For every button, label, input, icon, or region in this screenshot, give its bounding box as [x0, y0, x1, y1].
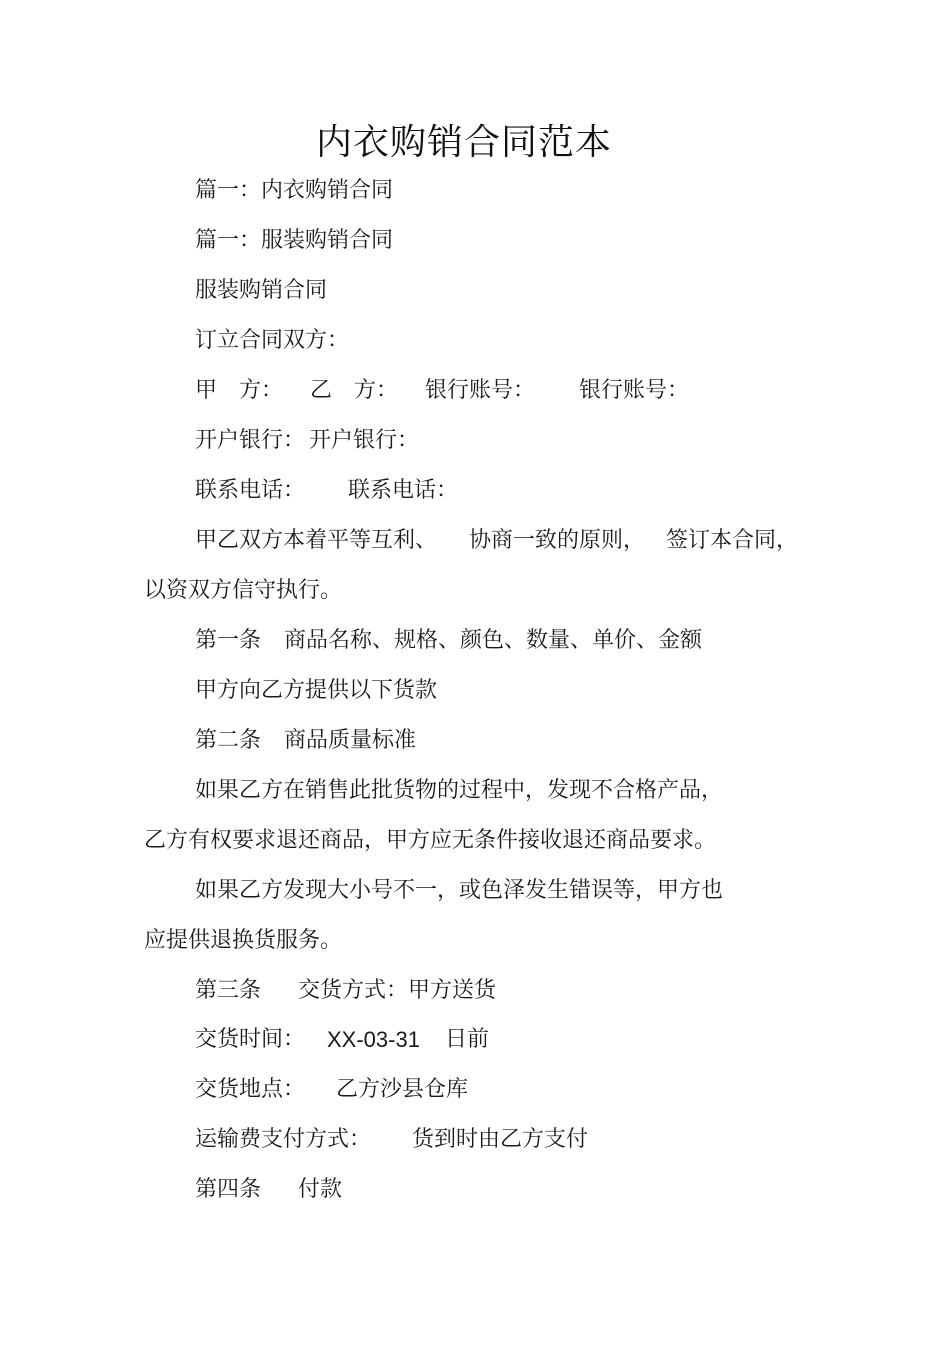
heading-clothing-contract: 篇一：服装购销合同	[195, 228, 394, 253]
delivery-time-label: 交货时间：	[195, 1027, 306, 1052]
delivery-place-value: 乙方沙县仓库	[336, 1077, 469, 1102]
article-4-number: 第四条	[195, 1177, 262, 1202]
phone-a-label: 联系电话：	[195, 478, 306, 503]
phone-row	[195, 476, 495, 506]
contract-subtitle: 服装购销合同	[195, 278, 328, 303]
article-4-title: 付款	[298, 1177, 343, 1202]
bank-a-label: 开户银行：	[195, 428, 306, 453]
article-2-paragraph-1: 如果乙方在销售此批货物的过程中，发现不合格产品，	[195, 778, 724, 803]
article-3-number: 第三条	[195, 978, 262, 1003]
phone-b-label: 联系电话：	[348, 478, 459, 503]
heading-underwear-contract: 篇一：内衣购销合同	[195, 178, 394, 203]
party-b-label: 乙 方：	[310, 378, 399, 403]
delivery-time-value: XX-03-31	[327, 1027, 420, 1052]
delivery-time-row	[195, 1025, 535, 1055]
freight-value: 货到时由乙方支付	[412, 1127, 589, 1152]
article-3-title: 交货方式：甲方送货	[298, 978, 497, 1003]
bank-account-a-label: 银行账号：	[425, 378, 536, 403]
party-row	[195, 376, 755, 406]
party-a-label: 甲 方：	[195, 378, 284, 403]
delivery-place-label: 交货地点：	[195, 1077, 306, 1102]
preamble-part-2: 协商一致的原则，	[469, 528, 646, 553]
article-2-heading	[195, 726, 495, 756]
article-2-paragraph-1-continuation: 乙方有权要求退还商品，甲方应无条件接收退还商品要求。	[144, 828, 717, 853]
bank-row	[195, 426, 495, 456]
delivery-time-suffix: 日前	[445, 1027, 490, 1052]
article-1-body: 甲方向乙方提供以下货款	[195, 678, 438, 703]
bank-account-b-label: 银行账号：	[579, 378, 690, 403]
parties-intro: 订立合同双方：	[195, 328, 350, 353]
article-1-title: 商品名称、规格、颜色、数量、单价、金额	[284, 628, 703, 653]
bank-b-label: 开户银行：	[309, 428, 420, 453]
document-title: 内衣购销合同范本	[315, 122, 612, 163]
freight-row	[195, 1125, 615, 1155]
article-2-paragraph-2: 如果乙方发现大小号不一，或色泽发生错误等，甲方也	[195, 878, 724, 903]
delivery-place-row	[195, 1075, 515, 1105]
freight-label: 运输费支付方式：	[195, 1127, 372, 1152]
article-1-number: 第一条	[195, 628, 262, 653]
preamble-row	[195, 526, 799, 556]
article-2-paragraph-2-continuation: 应提供退换货服务。	[144, 928, 343, 953]
preamble-part-1: 甲乙双方本着平等互利、	[195, 528, 438, 553]
preamble-continuation: 以资双方信守执行。	[144, 578, 343, 603]
article-3-heading	[195, 976, 555, 1006]
article-2-number: 第二条	[195, 728, 262, 753]
article-4-heading	[195, 1175, 395, 1205]
article-1-heading	[195, 626, 755, 656]
article-2-title: 商品质量标准	[284, 728, 417, 753]
preamble-part-3: 签订本合同，	[666, 528, 799, 553]
